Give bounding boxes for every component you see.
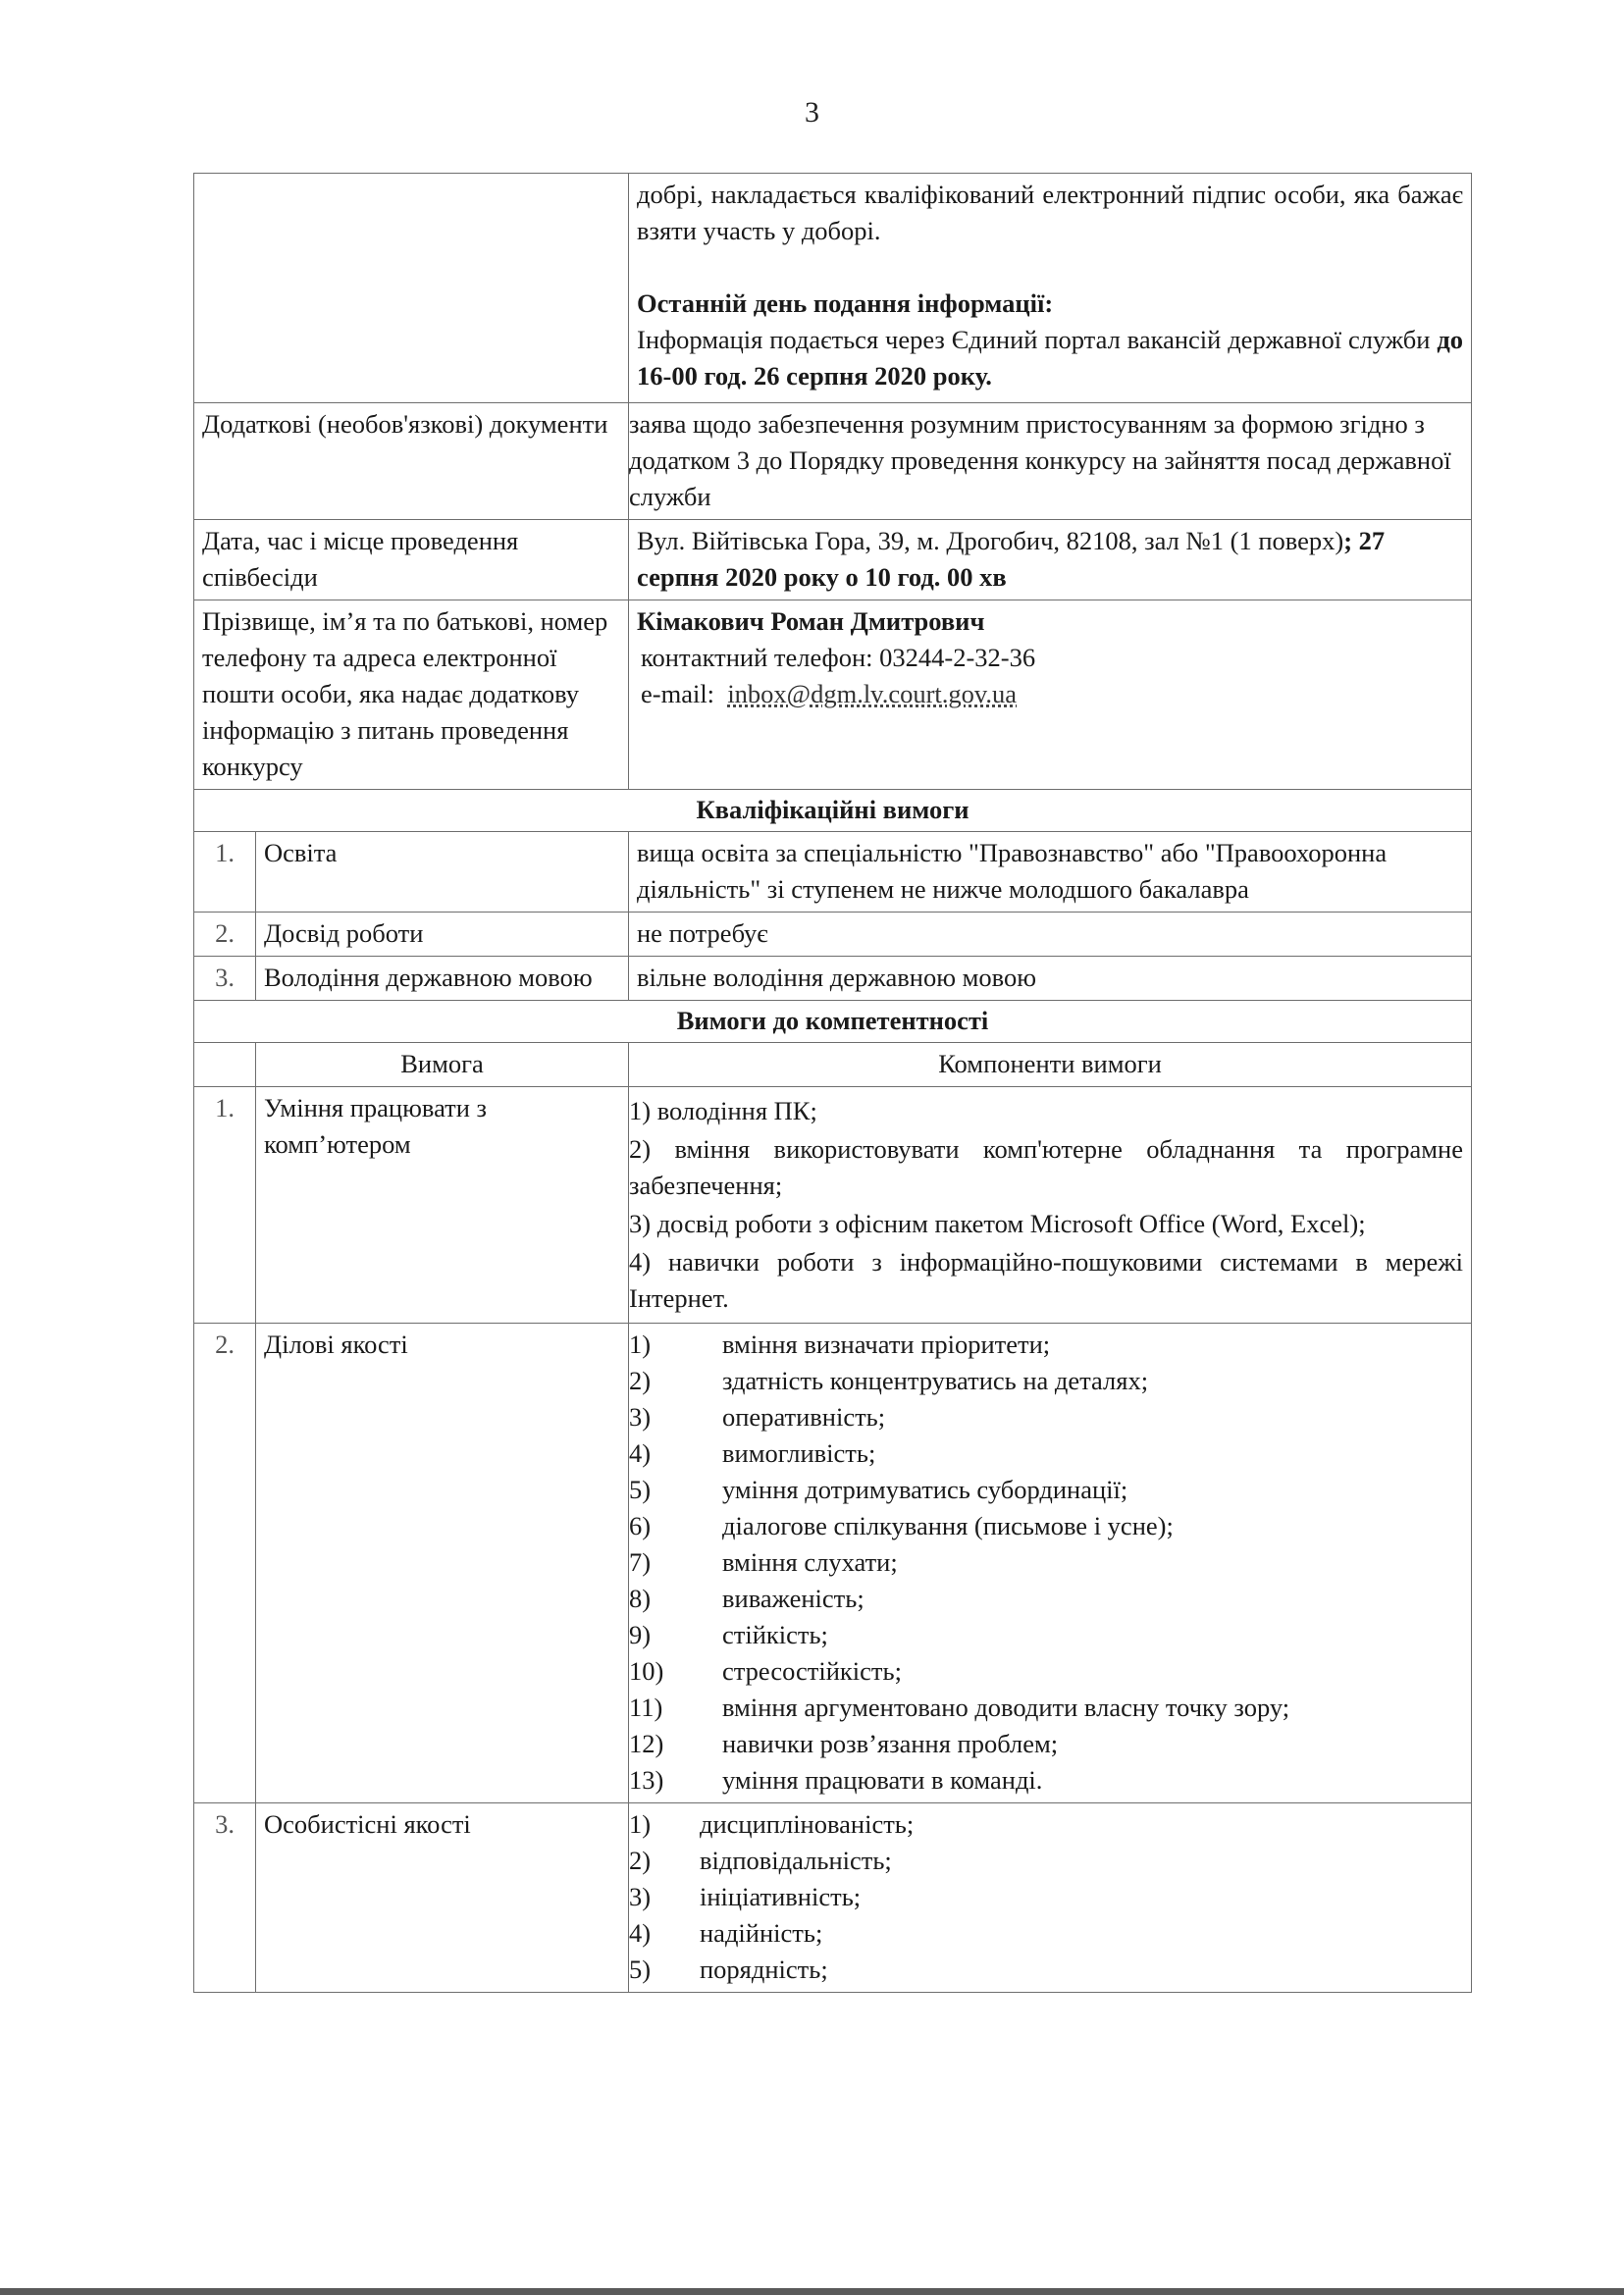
quality-item-marker: 9) [629,1620,652,1649]
competence-num: 2. [194,1324,256,1803]
deadline-heading: Останній день подання інформації: [637,288,1054,318]
page-number: 3 [805,96,819,129]
personal-qualities-list [629,1806,1463,1988]
quality-item [629,1617,1463,1653]
quality-item [629,1879,1463,1915]
quality-item [629,1915,1463,1952]
competence-components [629,1803,1472,1993]
quality-item-text: навички розв’язання проблем; [722,1729,1059,1758]
contact-phone-line [637,640,1463,676]
submission-continued-text: добрі, накладається кваліфікований електронний підпис особи, яка бажає взяти участь у доборі. [637,180,1463,245]
competence-row [194,1803,1472,1993]
competence-num-header [194,1043,256,1087]
deadline-text-prefix: Інформація подається через Єдиний портал вакансій державної служби [637,325,1438,354]
quality-item-marker: 5) [629,1955,652,1984]
quality-item-text: дисциплінованість; [700,1809,915,1839]
contact-label: Прізвище, ім’я та по батькові, номер телефону та адреса електронної пошти особи, яка надає додаткову інформацію з питань проведення конкурсу [194,600,629,790]
deadline-date: до 16-00 год. 26 серпня 2020 року. [637,325,1463,391]
quality-item [629,1581,1463,1617]
contact-value [629,600,1472,790]
quality-item-marker: 12) [629,1729,664,1758]
qualification-row [194,832,1472,913]
competence-label: Особистісні якості [256,1803,629,1993]
interview-address: Вул. Війтівська Гора, 39, м. Дрогобич, 82108, зал №1 (1 поверх) [637,526,1344,555]
competence-row [194,1324,1472,1803]
quality-item-text: стресостійкість; [722,1656,902,1686]
quality-item [629,1544,1463,1581]
quality-item [629,1508,1463,1544]
submission-value-cell [629,174,1472,403]
quality-item [629,1806,1463,1843]
qualification-row [194,913,1472,957]
quality-item-text: діалогове спілкування (письмове і усне); [722,1511,1174,1540]
competence-components-header: Компоненти вимоги [629,1043,1472,1087]
quality-item-text: порядність; [700,1955,828,1984]
qualification-num: 3. [194,957,256,1001]
contact-name: Кімакович Роман Дмитрович [637,606,985,636]
quality-item-text: уміння працювати в команді. [722,1765,1043,1795]
contact-row [194,600,1472,790]
business-qualities-list [629,1327,1463,1799]
contact-email-line [637,676,1463,712]
contact-phone-label: контактний телефон: [641,643,880,672]
quality-item [629,1363,1463,1399]
interview-row [194,520,1472,600]
qualification-value: вища освіта за спеціальністю "Правознавство" або "Правоохоронна діяльність" зі ступенем не нижче молодшого бакалавра [629,832,1472,913]
competence-requirement-header: Вимога [256,1043,629,1087]
qualification-heading: Кваліфікаційні вимоги [194,790,1472,832]
quality-item-text: ініціативність; [700,1882,862,1911]
interview-value [629,520,1472,600]
quality-item-marker: 3) [629,1402,652,1432]
competence-components [629,1087,1472,1324]
quality-item [629,1472,1463,1508]
competence-heading-row [194,1001,1472,1043]
page-bottom-edge [0,2288,1624,2295]
quality-item-text: виваженість; [722,1584,864,1613]
quality-item-marker: 11) [629,1693,663,1722]
quality-item-marker: 1) [629,1809,652,1839]
quality-item-marker: 4) [629,1918,652,1948]
submission-label-cell [194,174,629,403]
qualification-value: не потребує [629,913,1472,957]
competence-row [194,1087,1472,1324]
quality-item-text: здатність концентруватись на деталях; [722,1366,1149,1395]
quality-item-text: вміння слухати; [722,1547,898,1577]
quality-item-text: вимогливість; [722,1438,876,1468]
additional-documents-label: Додаткові (необов'язкові) документи [194,403,629,520]
quality-item [629,1843,1463,1879]
competence-label: Ділові якості [256,1324,629,1803]
quality-item-text: вміння аргументовано доводити власну точку зору; [722,1693,1290,1722]
quality-item-marker: 2) [629,1846,652,1875]
quality-item [629,1690,1463,1726]
quality-item-text: надійність; [700,1918,823,1948]
qualification-num: 2. [194,913,256,957]
quality-item-text: уміння дотримуватись субординації; [722,1475,1128,1504]
competence-heading: Вимоги до компетентності [194,1001,1472,1043]
quality-item-marker: 6) [629,1511,652,1540]
component-item: 1) володіння ПК; [629,1096,817,1125]
quality-item-text: вміння визначати пріоритети; [722,1330,1051,1359]
quality-item-marker: 1) [629,1330,652,1359]
contact-email-link[interactable]: inbox@dgm.lv.court.gov.ua [727,679,1018,708]
quality-item [629,1726,1463,1762]
quality-item-marker: 3) [629,1882,652,1911]
quality-item [629,1653,1463,1690]
qualification-label: Володіння державною мовою [256,957,629,1001]
competence-num: 3. [194,1803,256,1993]
quality-item [629,1952,1463,1988]
contact-email-label: e-mail: [641,679,715,708]
quality-item-marker: 4) [629,1438,652,1468]
quality-item-text: відповідальність; [700,1846,892,1875]
vacancy-conditions-table [193,173,1472,1993]
quality-item-marker: 8) [629,1584,652,1613]
qualification-num: 1. [194,832,256,913]
interview-datetime: ; 27 серпня 2020 року о 10 год. 00 хв [637,526,1386,592]
quality-item-text: стійкість; [722,1620,828,1649]
quality-item [629,1399,1463,1435]
quality-item [629,1327,1463,1363]
quality-item-marker: 5) [629,1475,652,1504]
contact-phone: 03244-2-32-36 [879,643,1036,672]
additional-documents-row [194,403,1472,520]
interview-label: Дата, час і місце проведення співбесіди [194,520,629,600]
additional-documents-value: заява щодо забезпечення розумним пристосуванням за формою згідно з додатком 3 до Порядку проведення конкурсу на зайняття посад державної служби [629,403,1472,520]
qualification-label: Освіта [256,832,629,913]
component-item: 2) вміння використовувати комп'ютерне обладнання та програмне забезпечення; [629,1134,1463,1200]
quality-item-marker: 13) [629,1765,664,1795]
competence-components [629,1324,1472,1803]
qualification-value: вільне володіння державною мовою [629,957,1472,1001]
component-item: 4) навички роботи з інформаційно-пошуковими системами в мережі Інтернет. [629,1247,1463,1313]
quality-item-marker: 7) [629,1547,652,1577]
competence-label: Уміння працювати з комп’ютером [256,1087,629,1324]
deadline-text [637,322,1463,394]
competence-num: 1. [194,1087,256,1324]
qualification-row [194,957,1472,1001]
quality-item [629,1762,1463,1799]
quality-item-marker: 10) [629,1656,664,1686]
quality-item-marker: 2) [629,1366,652,1395]
quality-item [629,1435,1463,1472]
submission-row [194,174,1472,403]
qualification-heading-row [194,790,1472,832]
component-item: 3) досвід роботи з офісним пакетом Microsoft Office (Word, Excel); [629,1209,1366,1238]
quality-item-text: оперативність; [722,1402,886,1432]
competence-column-header-row [194,1043,1472,1087]
qualification-label: Досвід роботи [256,913,629,957]
